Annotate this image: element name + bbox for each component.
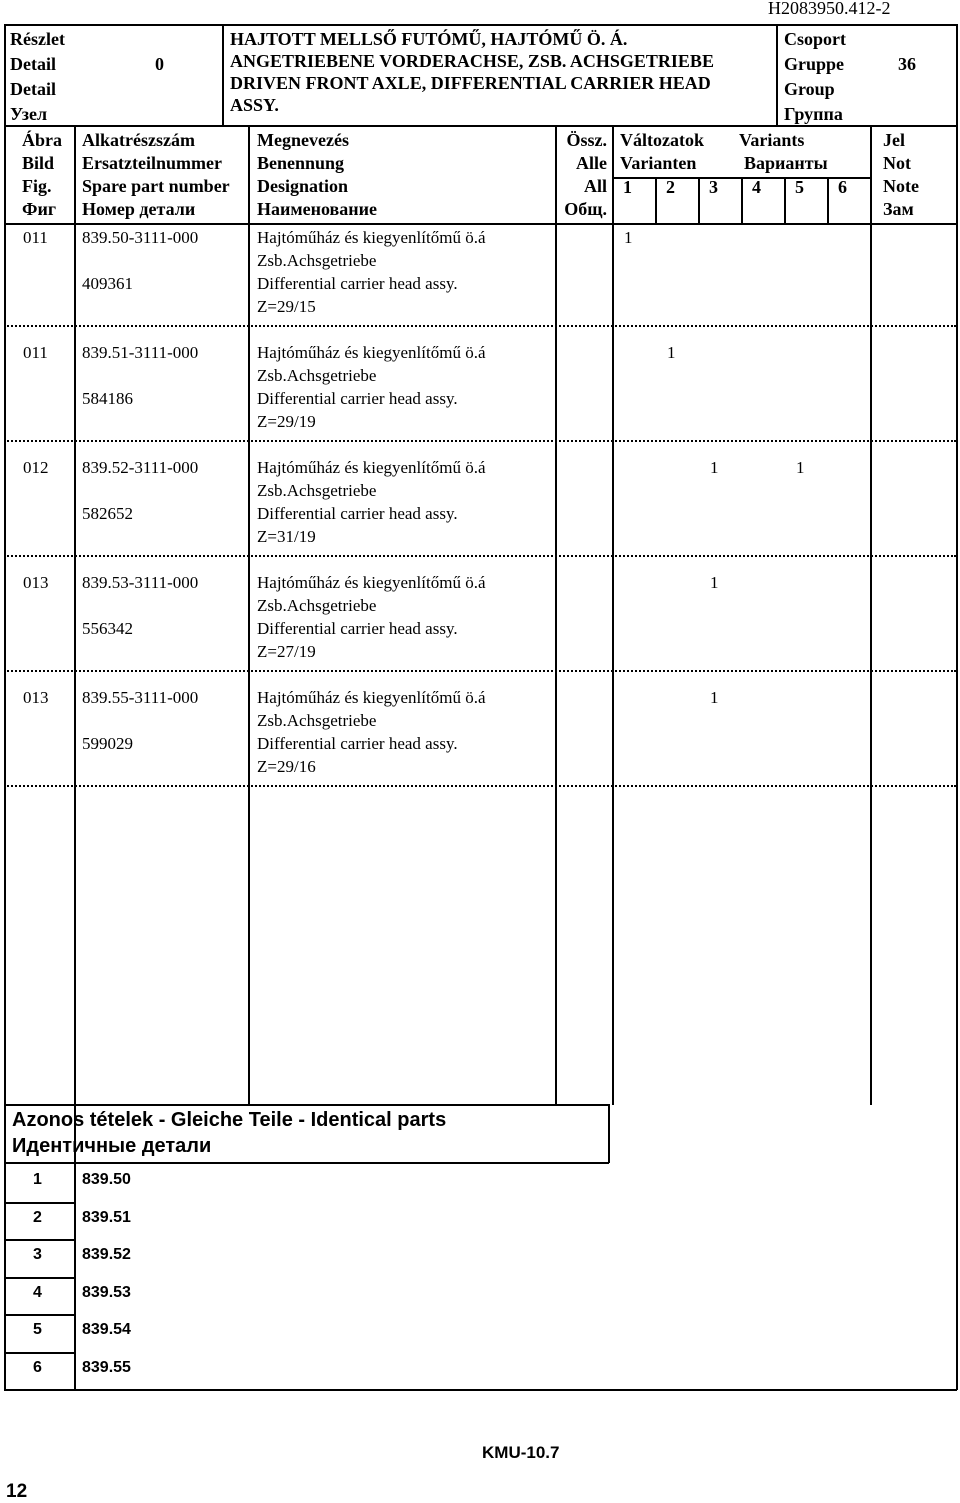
title-line-en: DRIVEN FRONT AXLE, DIFFERENTIAL CARRIER HEAD — [230, 73, 711, 93]
page-title — [230, 28, 714, 116]
part-code: 409361 — [82, 274, 133, 293]
designation-line-3: Differential carrier head assy. — [257, 504, 458, 523]
note-hu: Jel — [883, 130, 905, 150]
designation-line-2: Zsb.Achsgetriebe — [257, 366, 377, 385]
designation-line-1: Hajtóműház és kiegyenlítőmű ö.á — [257, 458, 486, 477]
variants-ru: Варианты — [744, 153, 828, 173]
variant-number-6: 6 — [838, 177, 847, 197]
identical-item-number: 4 — [33, 1283, 42, 1301]
identical-item-value: 839.53 — [82, 1283, 131, 1301]
variants-en: Variants — [739, 130, 805, 150]
variant-qty-2: 1 — [667, 343, 676, 362]
group-label-hu: Csoport — [784, 29, 846, 49]
designation-line-3: Differential carrier head assy. — [257, 389, 458, 408]
identical-item-value: 839.51 — [82, 1208, 131, 1226]
variant-qty-5: 1 — [796, 458, 805, 477]
total-en: All — [583, 176, 607, 196]
part-number: 839.50-3111-000 — [82, 228, 199, 247]
detail-label-en: Detail — [10, 79, 56, 99]
identical-item-value: 839.54 — [82, 1321, 131, 1338]
fig-number: 011 — [23, 343, 48, 362]
designation-line-3: Differential carrier head assy. — [257, 619, 458, 638]
part-number: 839.52-3111-000 — [82, 458, 199, 477]
variant-qty-3: 1 — [710, 573, 719, 592]
identical-parts-header — [12, 1107, 446, 1159]
variant-qty-3: 1 — [710, 458, 719, 477]
total-ru: Общ. — [564, 199, 607, 219]
fig-number: 011 — [23, 228, 48, 247]
variant-qty-1: 1 — [624, 228, 633, 247]
variant-numbers — [612, 176, 870, 199]
designation-line-3: Differential carrier head assy. — [257, 274, 458, 293]
part-code: 584186 — [82, 389, 133, 408]
note-de: Not — [883, 153, 911, 173]
title-line-en-cont: ASSY. — [230, 95, 279, 115]
designation-line-2: Zsb.Achsgetriebe — [257, 711, 377, 730]
title-line-de: ANGETRIEBENE VORDERACHSE, ZSB. ACHSGETRIEBE — [230, 51, 714, 71]
fig-number: 013 — [23, 573, 49, 592]
detail-label-hu: Részlet — [10, 29, 65, 49]
designation-line-2: Zsb.Achsgetriebe — [257, 481, 377, 500]
part-number: 839.53-3111-000 — [82, 573, 199, 592]
variant-number-5: 5 — [795, 177, 804, 197]
designation-line-2: Zsb.Achsgetriebe — [257, 596, 377, 615]
variants-de: Varianten — [620, 153, 697, 173]
column-header-designation — [257, 129, 377, 221]
variant-number-1: 1 — [623, 177, 632, 197]
identical-item-number: 1 — [33, 1171, 42, 1188]
variant-number-3: 3 — [709, 177, 718, 197]
designation-ru: Наименование — [257, 199, 377, 219]
designation-hu: Megnevezés — [257, 130, 349, 150]
row-separator — [4, 785, 956, 787]
identical-item-separator — [4, 1202, 75, 1204]
designation-line-4: Z=29/16 — [257, 757, 316, 776]
variant-qty-3: 1 — [710, 688, 719, 707]
identical-item-value: 839.55 — [82, 1358, 131, 1376]
group-number: 36 — [898, 54, 916, 74]
row-separator — [4, 555, 956, 557]
designation-line-4: Z=31/19 — [257, 527, 316, 546]
identical-parts-title-ru: Идентичные детали — [12, 1135, 212, 1157]
group-label-de: Gruppe — [784, 54, 845, 74]
designation-line-4: Z=29/15 — [257, 297, 316, 316]
fig-number: 012 — [23, 458, 49, 477]
designation-line-2: Zsb.Achsgetriebe — [257, 251, 377, 270]
group-label-ru: Группа — [784, 104, 843, 124]
fig-ru: Фиг — [22, 199, 57, 219]
part-code: 556342 — [82, 619, 133, 638]
note-en: Note — [883, 176, 919, 196]
part-code: 582652 — [82, 504, 133, 523]
identical-item-number: 5 — [33, 1321, 42, 1338]
part-ru: Номер детали — [82, 199, 196, 219]
designation-line-1: Hajtóműház és kiegyenlítőmű ö.á — [257, 228, 486, 247]
identical-item-value: 839.52 — [82, 1246, 131, 1263]
column-header-fig — [22, 129, 62, 221]
part-number: 839.51-3111-000 — [82, 343, 199, 362]
column-header-note — [883, 129, 919, 221]
detail-label-ru: Узел — [10, 104, 48, 124]
fig-hu: Ábra — [22, 130, 62, 150]
identical-item-separator — [4, 1239, 75, 1241]
identical-item-separator — [4, 1352, 75, 1354]
part-number: 839.55-3111-000 — [82, 688, 199, 707]
identical-item-number: 3 — [33, 1246, 42, 1263]
row-separator — [4, 440, 956, 442]
part-code: 599029 — [82, 734, 133, 753]
designation-en: Designation — [257, 176, 349, 196]
fig-de: Bild — [22, 153, 55, 173]
designation-line-3: Differential carrier head assy. — [257, 734, 458, 753]
page-number: 12 — [6, 1481, 28, 1502]
fig-en: Fig. — [22, 176, 52, 196]
row-separator — [4, 670, 956, 672]
footer-code: KMU-10.7 — [482, 1443, 560, 1462]
fig-number: 013 — [23, 688, 49, 707]
group-label-en: Group — [784, 79, 835, 99]
variant-number-2: 2 — [666, 177, 675, 197]
variant-number-4: 4 — [752, 177, 761, 197]
row-separator — [4, 325, 956, 327]
designation-line-1: Hajtóműház és kiegyenlítőmű ö.á — [257, 573, 486, 592]
identical-item-value: 839.50 — [82, 1171, 131, 1188]
identical-item-number: 2 — [33, 1208, 42, 1226]
document-code: H2083950.412-2 — [768, 0, 891, 18]
part-hu: Alkatrészszám — [82, 130, 195, 150]
title-line-hu: HAJTOTT MELLSŐ FUTÓMŰ, HAJTÓMŰ Ö. Á. — [230, 29, 628, 49]
designation-line-4: Z=27/19 — [257, 642, 316, 661]
designation-line-1: Hajtóműház és kiegyenlítőmű ö.á — [257, 343, 486, 362]
designation-de: Benennung — [257, 153, 345, 173]
note-ru: Зам — [883, 199, 914, 219]
detail-labels — [10, 27, 65, 127]
identical-item-separator — [4, 1314, 75, 1316]
designation-line-4: Z=29/19 — [257, 412, 316, 431]
part-en: Spare part number — [82, 176, 230, 196]
total-de: Alle — [576, 153, 607, 173]
designation-line-1: Hajtóműház és kiegyenlítőmű ö.á — [257, 688, 486, 707]
part-de: Ersatzteilnummer — [82, 153, 222, 173]
column-header-total — [561, 129, 607, 221]
identical-item-number: 6 — [33, 1358, 42, 1376]
detail-label-de: Detail — [10, 54, 56, 74]
variants-hu: Változatok — [620, 130, 704, 150]
detail-number: 0 — [155, 54, 164, 74]
column-header-part — [82, 129, 230, 221]
total-hu: Össz. — [566, 130, 607, 150]
identical-parts-title: Azonos tételek - Gleiche Teile - Identical parts — [12, 1109, 447, 1131]
identical-item-separator — [4, 1277, 75, 1279]
group-labels — [784, 27, 846, 127]
